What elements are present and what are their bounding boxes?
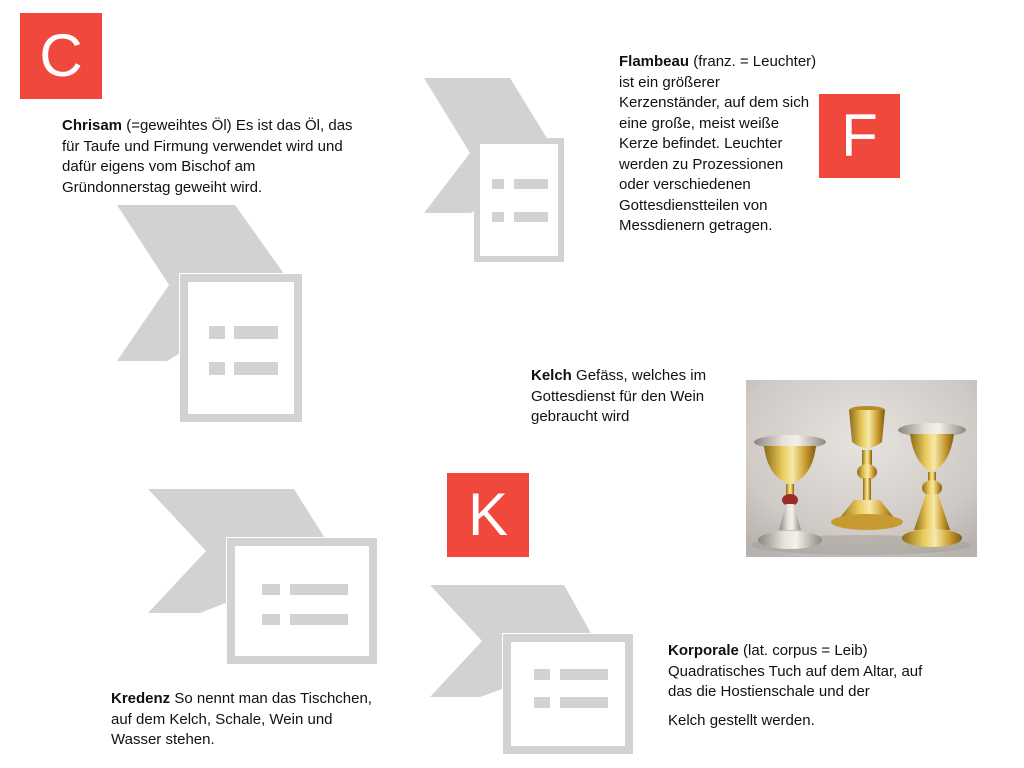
list-chevron-icon (117, 205, 305, 425)
entry-definition: (lat. corpus = Leib) Quadratisches Tuch auf dem Altar, auf das die Hostienschale und der (668, 642, 923, 700)
entry-definition: Gefäss, welches im Gottesdienst für den Wein gebraucht wird (531, 367, 707, 425)
entry-korporale (668, 641, 943, 731)
entry-definition: (franz. = Leuchter) ist ein größerer Kerzenständer, auf dem sich eine große, meist weiße Kerze befindet. Leuchter werden zu Prozessionen oder verschiedenen Gottesdienstteilen von Messdienern getragen. (619, 53, 817, 234)
list-chevron-icon (430, 585, 636, 757)
entry-term: Flambeau (619, 53, 690, 70)
entry-chrisam (62, 116, 367, 198)
entry-definition: (=geweihtes Öl) Es ist das Öl, das für Taufe und Firmung verwendet wird und dafür eigens vom Bischof am Gründonnerstag geweiht wird. (62, 117, 353, 196)
entry-definition-last-line: Kelch gestellt werden. (668, 711, 815, 729)
letter-k-badge: K (447, 473, 529, 557)
list-chevron-icon (148, 489, 380, 667)
chalices-photo (746, 380, 977, 557)
entry-term: Korporale (668, 642, 739, 659)
entry-term: Kelch (531, 367, 572, 384)
entry-definition: So nennt man das Tischchen, auf dem Kelch, Schale, Wein und Wasser stehen. (111, 690, 372, 748)
entry-term: Kredenz (111, 690, 171, 707)
letter-f-badge: F (819, 94, 900, 178)
letter-c-badge: C (20, 13, 102, 99)
entry-flambeau (619, 52, 817, 237)
entry-kelch (531, 366, 733, 428)
entry-term: Chrisam (62, 117, 123, 134)
entry-kredenz (111, 689, 381, 751)
list-chevron-icon (424, 78, 566, 264)
